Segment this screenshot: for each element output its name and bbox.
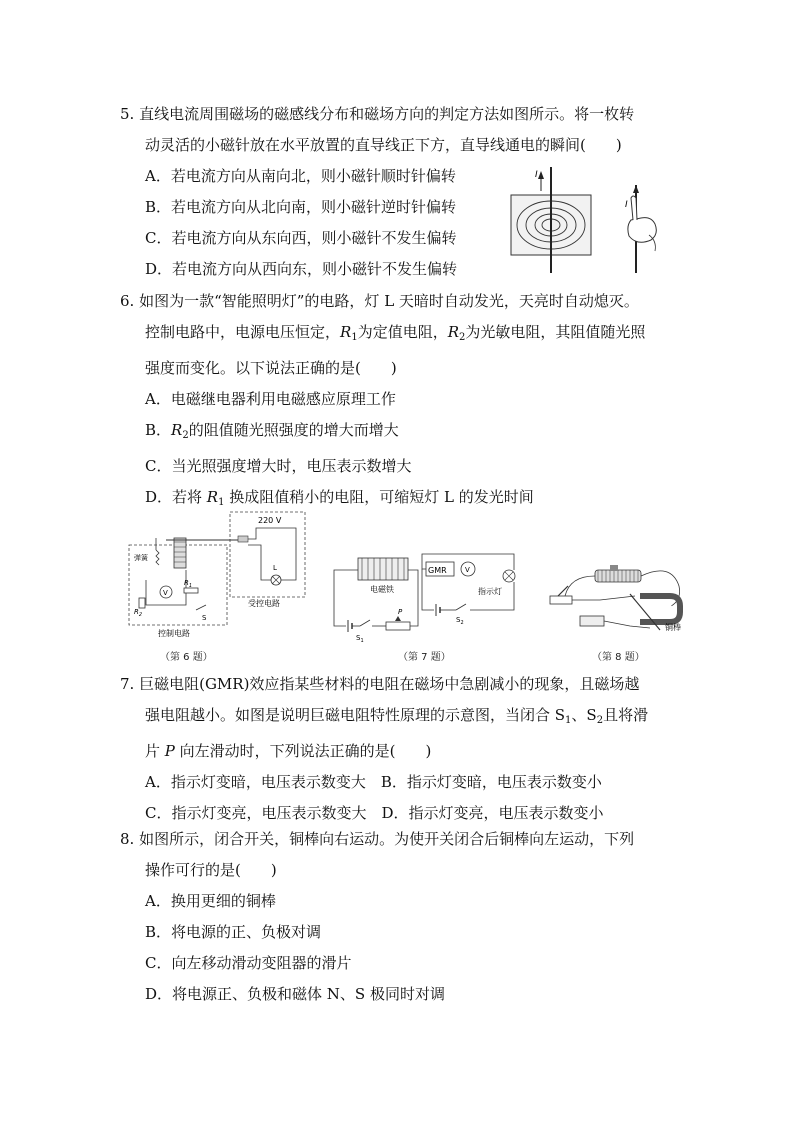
fig6-caption: （第 6 题） [160, 652, 213, 663]
fig6-control-label: 控制电路 [158, 629, 190, 638]
fig7-voltmeter-label: V [465, 566, 470, 574]
q8-number: 8. [120, 830, 135, 848]
fig7-slider-label: P [398, 608, 403, 616]
q6-stem-line-3: 强度而变化。以下说法正确的是( ) [145, 359, 397, 377]
q5-stem-line-2: 动灵活的小磁针放在水平放置的直导线正下方，直导线通电的瞬间( ) [145, 136, 622, 154]
fig8-copper-rod-apparatus [540, 556, 690, 642]
fig6-voltage-label: 220 V [258, 516, 282, 525]
q8-option-a: A．换用更细的铜棒 [145, 892, 276, 910]
question-7 [120, 669, 680, 829]
q5-option-c: C．若电流方向从东向西，则小磁针不发生偏转 [145, 229, 457, 247]
q5-current-label-2: I [625, 200, 628, 210]
q8-option-d: D．将电源正、负极和磁体 N、S 极同时对调 [145, 985, 445, 1003]
fig7-caption: （第 7 题） [398, 652, 451, 663]
fig7-electromagnet-label: 电磁铁 [370, 585, 394, 594]
fig6-lamp-label: L [273, 564, 277, 572]
question-8 [120, 824, 680, 1010]
fig6-spring-label: 弹簧 [134, 554, 148, 562]
q7-stem-line-2: 强电阻越小。如图是说明巨磁电阻特性原理的示意图，当闭合 $S_1$、$S_2$且将滑 [145, 706, 649, 726]
q5-option-d: D．若电流方向从西向东，则小磁针不发生偏转 [145, 260, 458, 278]
q5-number: 5. [120, 105, 135, 123]
fig6-switch-label: S [202, 614, 207, 622]
q5-option-a: A．若电流方向从南向北，则小磁针顺时针偏转 [145, 167, 456, 185]
fig8-rod-label: 铜棒 [665, 623, 681, 632]
q5-current-label-1: I [535, 170, 538, 180]
q5-option-b: B．若电流方向从北向南，则小磁针逆时针偏转 [145, 198, 457, 216]
fig6-r1-label: $R_1$ [184, 579, 193, 589]
q8-stem-line-2: 操作可行的是( ) [145, 861, 277, 879]
q6-option-a: A．电磁继电器利用电磁感应原理工作 [145, 390, 396, 408]
q6-stem-line-2: 控制电路中，电源电压恒定，$R_1$为定值电阻，$R_2$为光敏电阻，其阻值随光照 [145, 323, 646, 343]
question-6 [120, 286, 680, 518]
q7-options-row-1: A．指示灯变暗，电压表示数变大 B．指示灯变暗，电压表示数变小 [145, 773, 602, 791]
fig7-indicator-label: 指示灯 [478, 587, 502, 596]
fig6-smart-light-circuit [126, 510, 308, 642]
fig6-voltmeter-label: V [163, 589, 168, 597]
fig6-controlled-label: 受控电路 [248, 599, 280, 608]
q5-stem-line-1: 5. 直线电流周围磁场的磁感线分布和磁场方向的判定方法如图所示。将一枚转 [120, 105, 635, 123]
q8-option-b: B．将电源的正、负极对调 [145, 923, 322, 941]
q7-options-row-2: C．指示灯变亮，电压表示数变大 D．指示灯变亮，电压表示数变小 [145, 804, 604, 822]
q6-stem-line-1: 6. 如图为一款“智能照明灯”的电路，灯 L 天暗时自动发光，天亮时自动熄灭。 [120, 292, 639, 310]
q5-magnetic-field-figure [505, 165, 680, 275]
q7-stem-line-3: 片 P 向左滑动时，下列说法正确的是( ) [145, 742, 432, 760]
fig7-s2-label: $S_2$ [456, 616, 464, 626]
fig7-gmr-label: GMR [428, 566, 447, 575]
q7-number: 7. [120, 675, 135, 693]
q6-option-d: D．若将 $R_1$ 换成阻值稍小的电阻，可缩短灯 L 的发光时间 [145, 488, 534, 508]
fig7-s1-label: $S_1$ [356, 634, 364, 642]
q8-stem-line-1: 8. 如图所示，闭合开关，铜棒向右运动。为使开关闭合后铜棒向左运动，下列 [120, 830, 635, 848]
fig7-gmr-circuit [326, 548, 526, 642]
fig6-r2-label: $R_2$ [134, 608, 143, 618]
q8-option-c: C．向左移动滑动变阻器的滑片 [145, 954, 352, 972]
q7-stem-line-1: 7. 巨磁电阻(GMR)效应指某些材料的电阻在磁场中急剧减小的现象，且磁场越 [120, 675, 640, 693]
q6-number: 6. [120, 292, 135, 310]
fig8-caption: （第 8 题） [592, 652, 645, 663]
q6-option-c: C．当光照强度增大时，电压表示数增大 [145, 457, 412, 475]
q6-option-b: B．$R_2$的阻值随光照强度的增大而增大 [145, 421, 399, 441]
